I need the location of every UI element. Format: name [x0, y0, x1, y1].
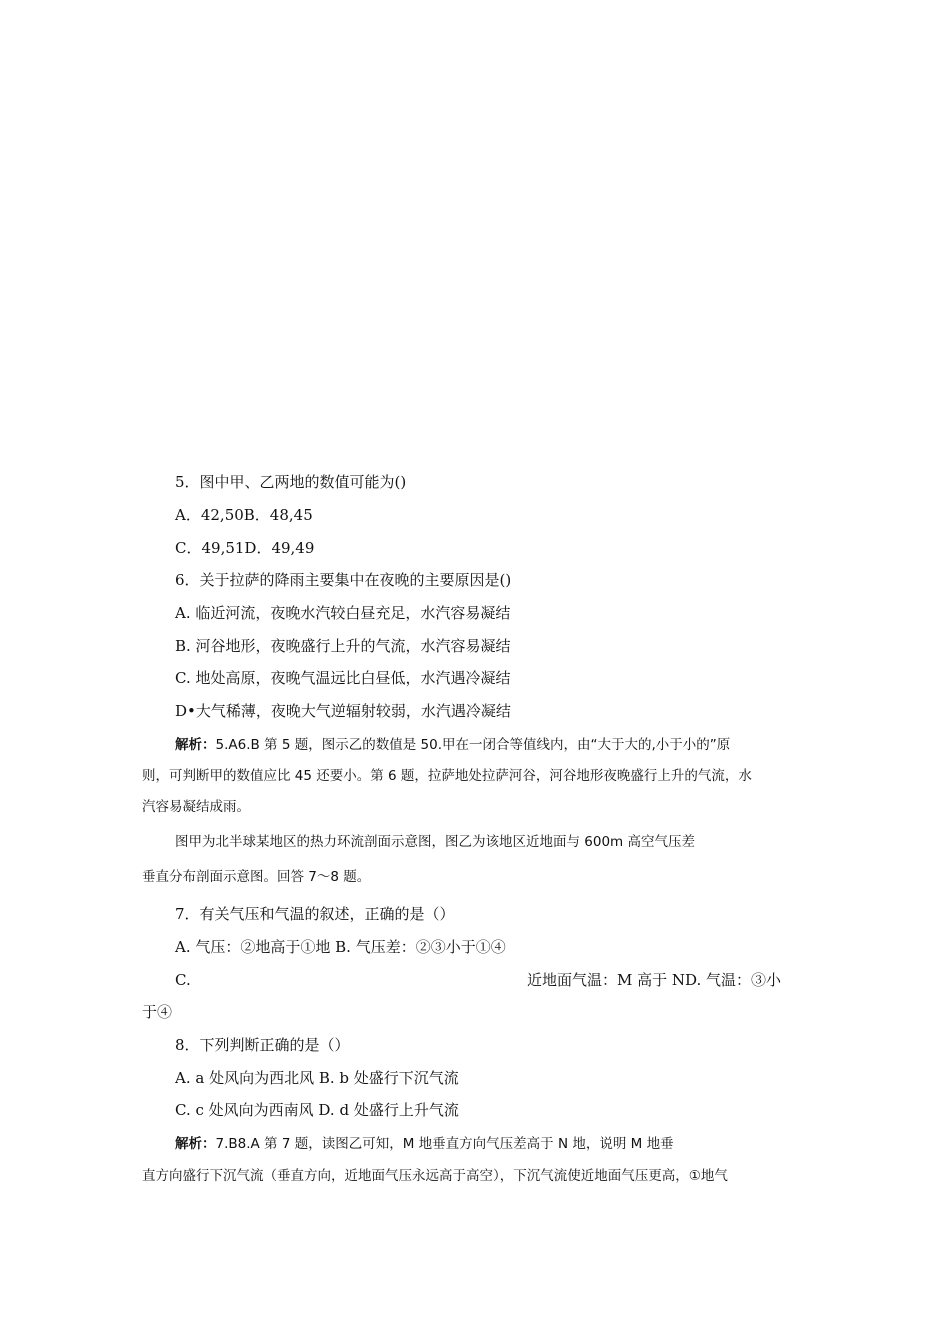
q8-options-ab: A. a 处风向为西北风 B. b 处盛行下沉气流: [175, 1069, 459, 1087]
q7-option-c-wrap: 于④: [142, 1003, 173, 1021]
q8-options-cd: C. c 处风向为西南风 D. d 处盛行上升气流: [175, 1101, 459, 1119]
q7-option-c-label: C.: [175, 971, 191, 989]
analysis-1-line-1: [175, 735, 730, 755]
analysis-1-label: 解析：: [175, 737, 216, 753]
q6-stem: 6．关于拉萨的降雨主要集中在夜晚的主要原因是(): [175, 571, 512, 589]
analysis-1-line-3: 汽容易凝结成雨。: [142, 799, 250, 815]
analysis-2-line-1: [175, 1134, 674, 1154]
q5-stem: 5．图中甲、乙两地的数值可能为(): [175, 473, 407, 491]
analysis-1-text: 5.A6.B 第 5 题，图示乙的数值是 50.甲在一闭合等值线内，由“大于大的,小于小的”原: [215, 737, 731, 753]
analysis-2-label: 解析：: [175, 1136, 216, 1152]
analysis-2-line-2: 直方向盛行下沉气流（垂直方向，近地面气压永远高于高空），下沉气流使近地面气压更高，①地气: [142, 1168, 728, 1184]
q6-option-a: A. 临近河流，夜晚水汽较白昼充足，水汽容易凝结: [175, 604, 511, 622]
intro-line-2: 垂直分布剖面示意图。回答 7～8 题。: [142, 869, 371, 885]
q7-options-ab: A. 气压：②地高于①地 B. 气压差：②③小于①④: [175, 938, 506, 956]
q6-option-b: B. 河谷地形，夜晚盛行上升的气流，水汽容易凝结: [175, 637, 511, 655]
q7-stem: 7．有关气压和气温的叙述，正确的是（）: [175, 905, 455, 923]
q5-options-ab: A．42,50B．48,45: [175, 506, 313, 524]
q5-options-cd: C．49,51D．49,49: [175, 539, 315, 557]
q6-option-d: D•大气稀薄，夜晚大气逆辐射较弱，水汽遇冷凝结: [175, 702, 511, 720]
q8-stem: 8．下列判断正确的是（）: [175, 1036, 350, 1054]
analysis-1-line-2: 则，可判断甲的数值应比 45 还要小。第 6 题，拉萨地处拉萨河谷，河谷地形夜晚盛行上升的气流，水: [142, 768, 752, 784]
intro-line-1: 图甲为北半球某地区的热力环流剖面示意图，图乙为该地区近地面与 600m 高空气压差: [175, 834, 695, 850]
analysis-2-text: 7.B8.A 第 7 题，读图乙可知，M 地垂直方向气压差高于 N 地，说明 M 地垂: [215, 1136, 674, 1152]
q7-option-c-text: 近地面气温：M 高于 ND. 气温：③小: [527, 971, 782, 989]
q6-option-c: C. 地处高原，夜晚气温远比白昼低，水汽遇冷凝结: [175, 669, 511, 687]
